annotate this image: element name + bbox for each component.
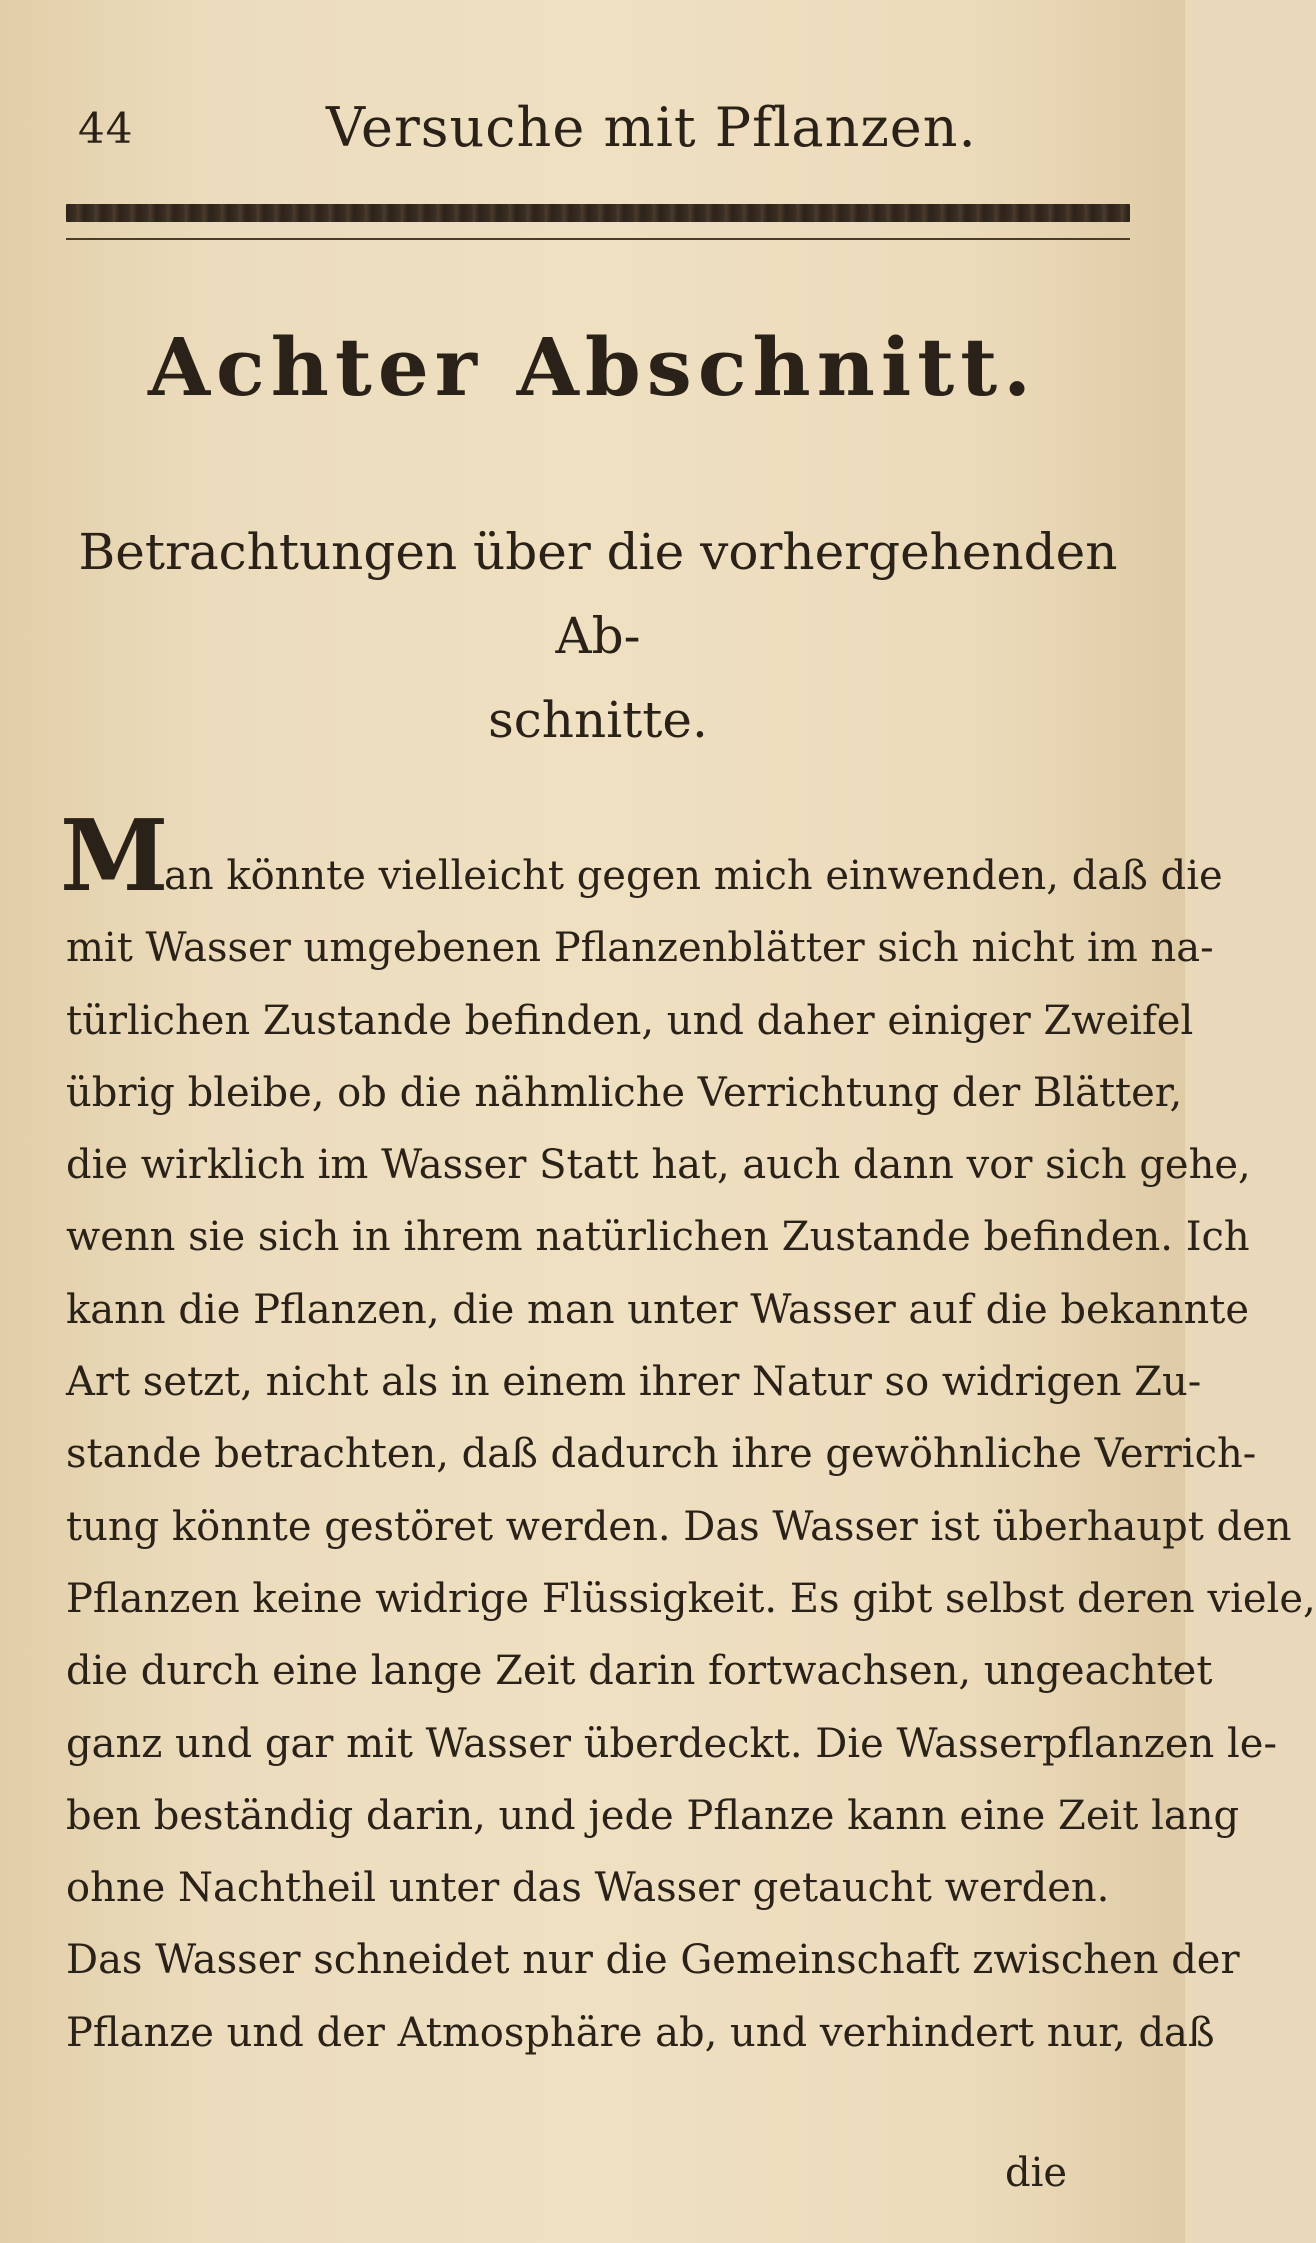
text-line: an könnte vielleicht gegen mich einwenden, daß die: [164, 853, 1223, 899]
text-line: übrig bleibe, ob die nähmliche Verrichtung der Blätter,: [66, 1069, 1183, 1116]
text-line: die durch eine lange Zeit darin fortwachsen, ungeachtet: [66, 1648, 1213, 1695]
chapter-subtitle-line: schnitte.: [488, 691, 708, 749]
text-line: die wirklich im Wasser Statt hat, auch dann vor sich gehe,: [66, 1142, 1251, 1189]
text-line: wenn sie sich in ihrem natürlichen Zustande befinden. Ich: [66, 1214, 1250, 1261]
chapter-heading: Achter Abschnitt.: [147, 320, 1038, 414]
body-text: [66, 840, 1316, 2069]
text-line: Art setzt, nicht als in einem ihrer Natur so widrigen Zu-: [66, 1359, 1202, 1406]
text-line: Pflanzen keine widrige Flüssigkeit. Es gibt selbst deren viele,: [66, 1575, 1316, 1622]
ornamental-rule: [66, 204, 1130, 222]
text-line: Das Wasser schneidet nur die Gemeinschaft zwischen der: [66, 1937, 1240, 1984]
chapter-subtitle: [66, 510, 1130, 762]
text-line: kann die Pflanzen, die man unter Wasser auf die bekannte: [66, 1286, 1249, 1333]
text-line: Pflanze und der Atmosphäre ab, und verhindert nur, daß: [66, 2009, 1215, 2056]
thin-rule: [66, 238, 1130, 240]
text-line: stande betrachten, daß dadurch ihre gewöhnliche Verrich-: [66, 1431, 1257, 1478]
text-line: ben beständig darin, und jede Pflanze kann eine Zeit lang: [66, 1792, 1240, 1839]
text-line: mit Wasser umgebenen Pflanzenblätter sich nicht im na-: [66, 925, 1214, 972]
drop-cap: M: [60, 799, 169, 914]
chapter-subtitle-line: Betrachtungen über die vorhergehenden Ab-: [78, 523, 1118, 665]
catchword: die: [1005, 2150, 1068, 2196]
text-line: türlichen Zustande befinden, und daher einiger Zweifel: [66, 997, 1194, 1044]
page-number: 44: [78, 104, 134, 153]
text-line: ganz und gar mit Wasser überdeckt. Die Wasserpflanzen le-: [66, 1720, 1277, 1767]
text-line: tung könnte gestöret werden. Das Wasser ist überhaupt den: [66, 1503, 1292, 1550]
running-head: [66, 96, 1136, 166]
running-title: Versuche mit Pflanzen.: [326, 96, 977, 159]
text-line: ohne Nachtheil unter das Wasser getaucht werden.: [66, 1865, 1110, 1912]
